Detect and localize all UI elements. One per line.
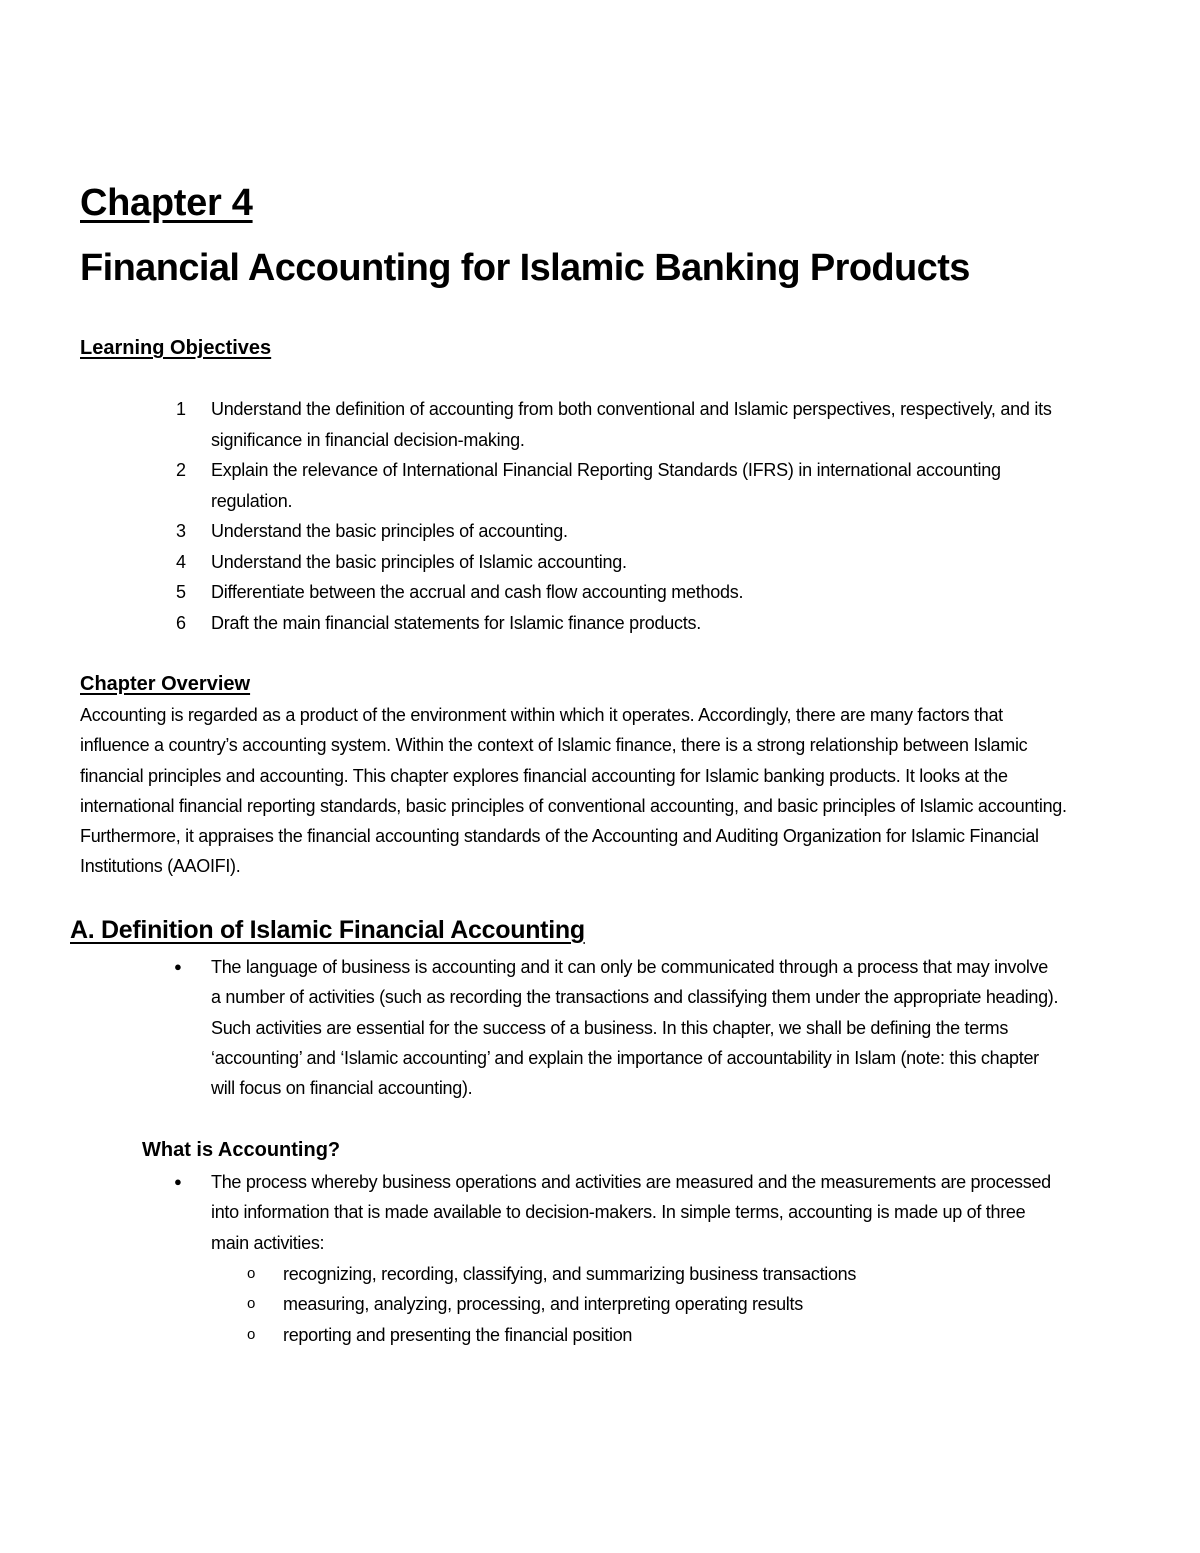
what-is-accounting-heading: What is Accounting?: [142, 1139, 341, 1161]
objective-item: [172, 394, 1052, 455]
list-item: [172, 952, 1062, 1103]
bullet-icon: ●: [174, 959, 182, 974]
chapter-overview-heading: Chapter Overview: [80, 673, 251, 695]
objective-text: Draft the main financial statements for Islamic finance products.: [211, 612, 701, 633]
sub-item-text: measuring, analyzing, processing, and interpreting operating results: [283, 1294, 803, 1315]
sub-item-text: reporting and presenting the financial position: [283, 1324, 633, 1345]
objective-text: Differentiate between the accrual and cash flow accounting methods.: [211, 582, 744, 602]
accounting-activities-list: [243, 1259, 1063, 1350]
chapter-title: Financial Accounting for Islamic Banking Products: [80, 247, 970, 289]
sub-item-text: recognizing, recording, classifying, and summarizing business transactions: [283, 1264, 857, 1284]
bullet-icon: ●: [174, 1174, 182, 1189]
bullet-text: The language of business is accounting and it can only be communicated through a process that may involve a number of activities (such as recording the transactions and classifying them under the appropriate heading). Such activities are essential for the success of a business. In this chapter, we shall be defining the terms ‘accounting’ and ‘Islamic accounting’ and explain the importance of accountability in Islam (note: this chapter will focus on financial accounting).: [211, 957, 1059, 1099]
chapter-overview-paragraph: Accounting is regarded as a product of the environment within which it operates. Accordingly, there are many factors that influence a country’s accounting system. Within the context of Islamic finance, there is a strong relationship between Islamic financial principles and accounting. This chapter explores financial accounting for Islamic banking products. It looks at the international financial reporting standards, basic principles of conventional accounting, and basic principles of Islamic accounting. Furthermore, it appraises the financial accounting standards of the Accounting and Auditing Organization for Islamic Financial Institutions (AAOIFI).: [80, 705, 1067, 877]
objective-item: [172, 577, 1052, 608]
objective-number: 5: [176, 582, 186, 602]
list-item: [243, 1289, 1063, 1319]
objective-number: 6: [176, 612, 186, 633]
objective-number: 1: [176, 399, 186, 419]
objective-item: [172, 547, 1052, 578]
bullet-text: The process whereby business operations and activities are measured and the measurements are processed into information that is made available to decision-makers. In simple terms, accounting is made up of three main activities:: [211, 1172, 1051, 1253]
section-a-bullets: [172, 952, 1062, 1103]
section-a-heading: A. Definition of Islamic Financial Accounting: [70, 916, 585, 944]
list-item: [243, 1320, 1063, 1350]
circle-bullet-icon: o: [247, 1325, 256, 1343]
chapter-number: Chapter 4: [80, 182, 253, 224]
learning-objectives-heading: Learning Objectives: [80, 337, 272, 359]
objective-text: Understand the basic principles of Islamic accounting.: [211, 551, 627, 572]
circle-bullet-icon: o: [247, 1265, 256, 1282]
objective-item: [172, 608, 1052, 639]
what-is-accounting-bullets: [172, 1167, 1062, 1258]
list-item: [243, 1259, 1063, 1289]
circle-bullet-icon: o: [247, 1295, 256, 1313]
learning-objectives-list: [172, 394, 1052, 638]
objective-number: 3: [176, 521, 186, 541]
objective-item: [172, 455, 1052, 516]
objective-number: 2: [176, 460, 186, 480]
objective-item: [172, 516, 1052, 547]
objective-text: Understand the basic principles of accounting.: [211, 521, 568, 541]
list-item: [172, 1167, 1062, 1258]
objective-text: Explain the relevance of International Financial Reporting Standards (IFRS) in international accounting regulation.: [211, 460, 1001, 511]
objective-number: 4: [176, 551, 186, 572]
objective-text: Understand the definition of accounting from both conventional and Islamic perspectives, respectively, and its significance in financial decision-making.: [211, 399, 1052, 450]
